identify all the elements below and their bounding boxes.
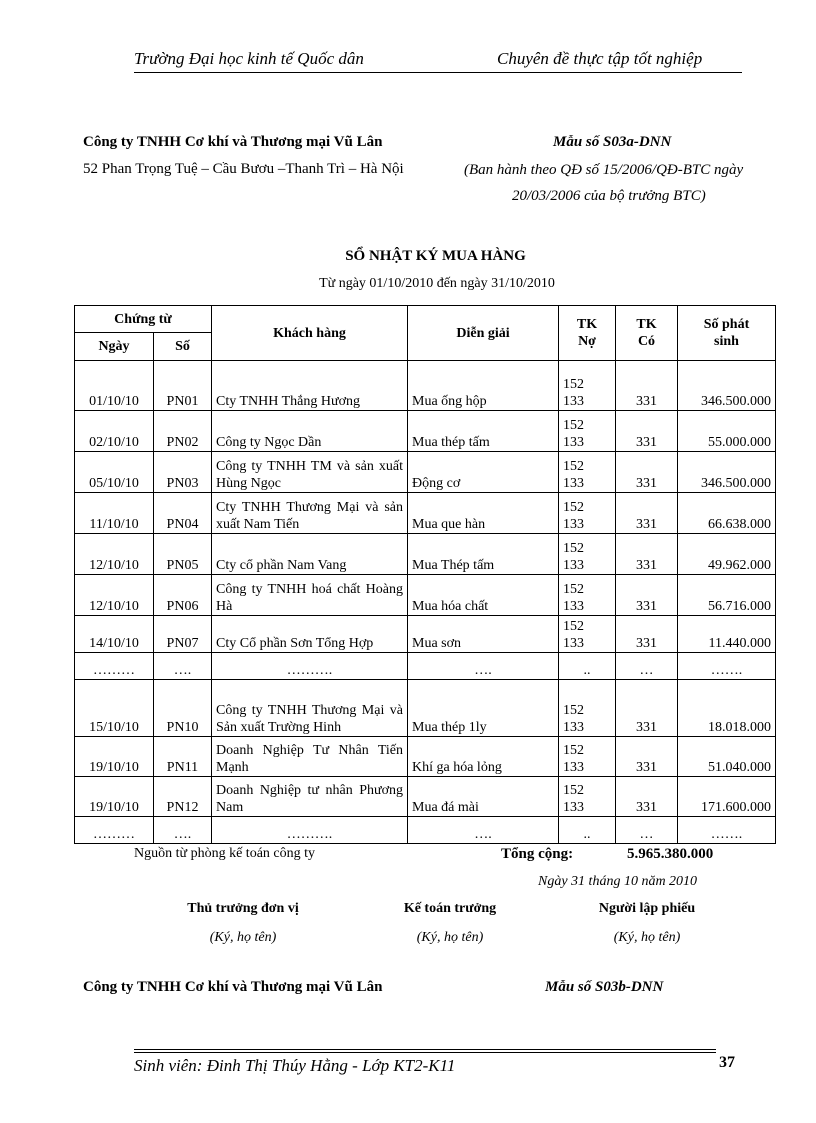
table-row	[75, 411, 776, 452]
footer-rule-top	[134, 1049, 716, 1050]
cell-dien-giai: Mua ống hộp	[408, 361, 559, 411]
company-address: 52 Phan Trọng Tuệ – Cầu Bươu –Thanh Trì – Hà Nội	[83, 161, 404, 177]
cell-so: PN05	[154, 534, 212, 575]
cell-ngay: 19/10/10	[75, 737, 154, 777]
form-code: Mẫu số S03a-DNN	[553, 134, 672, 150]
cell-dien-giai: Mua Thép tấm	[408, 534, 559, 575]
cell-dien-giai: Mua que hàn	[408, 493, 559, 534]
header-khach-hang: Khách hàng	[212, 306, 408, 361]
cell-ngay: 12/10/10	[75, 575, 154, 616]
table-row-ellipsis	[75, 653, 776, 680]
cell-amount: 49.962.000	[678, 534, 776, 575]
header-school: Trường Đại học kinh tế Quốc dân	[134, 49, 364, 68]
cell-so: PN02	[154, 411, 212, 452]
cell-tk-no: 152 133	[559, 493, 616, 534]
cell-amount: 66.638.000	[678, 493, 776, 534]
page-title: SỔ NHẬT KÝ MUA HÀNG	[345, 248, 526, 264]
cell-khach-hang: Cty cổ phần Nam Vang	[212, 534, 408, 575]
cell-amount: …….	[678, 817, 776, 844]
header-tk-no: TK Nợ	[559, 306, 616, 361]
cell-dien-giai: ….	[408, 817, 559, 844]
cell-khach-hang: Công ty TNHH hoá chất Hoàng Hà	[212, 575, 408, 616]
form-code-2: Mẫu số S03b-DNN	[545, 979, 664, 995]
cell-so: PN03	[154, 452, 212, 493]
cell-tk-co: 331	[616, 493, 678, 534]
cell-dien-giai: Mua hóa chất	[408, 575, 559, 616]
table-row	[75, 680, 776, 737]
cell-khach-hang: Công ty Ngọc Dần	[212, 411, 408, 452]
sign-preparer-title: Người lập phiếu	[598, 901, 696, 916]
cell-ngay: ………	[75, 817, 154, 844]
cell-ngay: 14/10/10	[75, 616, 154, 653]
header-so: Số	[154, 333, 212, 361]
cell-amount: …….	[678, 653, 776, 680]
table-row	[75, 616, 776, 653]
sign-preparer-note: (Ký, họ tên)	[613, 930, 681, 945]
cell-tk-co: 331	[616, 452, 678, 493]
sign-director-note: (Ký, họ tên)	[209, 930, 277, 945]
page-number: 37	[719, 1054, 735, 1071]
cell-amount: 11.440.000	[678, 616, 776, 653]
cell-tk-no: ..	[559, 817, 616, 844]
company-name-2: Công ty TNHH Cơ khí và Thương mại Vũ Lân	[83, 979, 383, 995]
cell-tk-no: 152 133	[559, 411, 616, 452]
cell-so: PN07	[154, 616, 212, 653]
header-ngay: Ngày	[75, 333, 154, 361]
header-so-phat-sinh: Số phát sinh	[678, 306, 776, 361]
cell-tk-no: 152 133	[559, 575, 616, 616]
cell-khach-hang: ……….	[212, 653, 408, 680]
cell-so: PN06	[154, 575, 212, 616]
cell-amount: 55.000.000	[678, 411, 776, 452]
cell-amount: 56.716.000	[678, 575, 776, 616]
cell-ngay: 05/10/10	[75, 452, 154, 493]
cell-tk-co: …	[616, 653, 678, 680]
header-chung-tu: Chứng từ	[75, 306, 212, 333]
cell-amount: 346.500.000	[678, 452, 776, 493]
cell-tk-co: 331	[616, 411, 678, 452]
header-report-type: Chuyên đề thực tập tốt nghiệp	[497, 49, 703, 68]
cell-khach-hang: Cty TNHH Thắng Hương	[212, 361, 408, 411]
cell-so: PN10	[154, 680, 212, 737]
cell-tk-no: 152 133	[559, 616, 616, 653]
cell-tk-no: 152 133	[559, 534, 616, 575]
table-row	[75, 493, 776, 534]
cell-ngay: 01/10/10	[75, 361, 154, 411]
cell-tk-co: 331	[616, 680, 678, 737]
cell-so: PN12	[154, 777, 212, 817]
table-row	[75, 777, 776, 817]
source-note: Nguồn từ phòng kế toán công ty	[134, 846, 316, 861]
form-note-line2: 20/03/2006 của bộ trưởng BTC)	[512, 188, 706, 204]
sign-chief-accountant-title: Kế toán trưởng	[403, 901, 497, 916]
cell-amount: 18.018.000	[678, 680, 776, 737]
cell-khach-hang: ……….	[212, 817, 408, 844]
cell-khach-hang: Cty TNHH Thương Mại và sản xuất Nam Tiến	[212, 493, 408, 534]
form-note-line1: (Ban hành theo QĐ số 15/2006/QĐ-BTC ngày	[464, 162, 744, 178]
footer-rule-bottom	[134, 1052, 716, 1053]
sign-director-title: Thủ trưởng đơn vị	[187, 901, 299, 916]
cell-khach-hang: Cty Cổ phần Sơn Tổng Hợp	[212, 616, 408, 653]
cell-khach-hang: Công ty TNHH Thương Mại và Sản xuất Trường Hinh	[212, 680, 408, 737]
company-name: Công ty TNHH Cơ khí và Thương mại Vũ Lân	[83, 134, 383, 150]
report-date: Ngày 31 tháng 10 năm 2010	[538, 874, 698, 889]
purchase-journal-table	[74, 305, 776, 844]
cell-dien-giai: Mua đá mài	[408, 777, 559, 817]
cell-tk-no: 152 133	[559, 777, 616, 817]
table-row	[75, 452, 776, 493]
cell-ngay: ………	[75, 653, 154, 680]
cell-amount: 51.040.000	[678, 737, 776, 777]
cell-amount: 346.500.000	[678, 361, 776, 411]
cell-amount: 171.600.000	[678, 777, 776, 817]
header-rule	[134, 72, 742, 73]
cell-khach-hang: Doanh Nghiệp Tư Nhân Tiến Mạnh	[212, 737, 408, 777]
cell-ngay: 15/10/10	[75, 680, 154, 737]
cell-dien-giai: Mua thép tấm	[408, 411, 559, 452]
cell-ngay: 19/10/10	[75, 777, 154, 817]
student-info: Sinh viên: Đinh Thị Thúy Hằng - Lớp KT2-K11	[134, 1056, 456, 1075]
cell-khach-hang: Công ty TNHH TM và sản xuất Hùng Ngọc	[212, 452, 408, 493]
table-row-ellipsis	[75, 817, 776, 844]
header-dien-giai: Diễn giải	[408, 306, 559, 361]
cell-tk-co: …	[616, 817, 678, 844]
cell-tk-no: 152 133	[559, 737, 616, 777]
cell-so: ….	[154, 817, 212, 844]
header-tk-co: TK Có	[616, 306, 678, 361]
table-row	[75, 534, 776, 575]
total-value: 5.965.380.000	[627, 846, 714, 862]
total-label: Tổng cộng:	[501, 846, 574, 862]
cell-so: ….	[154, 653, 212, 680]
cell-tk-co: 331	[616, 361, 678, 411]
sign-chief-accountant-note: (Ký, họ tên)	[416, 930, 484, 945]
period: Từ ngày 01/10/2010 đến ngày 31/10/2010	[319, 276, 555, 291]
cell-ngay: 02/10/10	[75, 411, 154, 452]
cell-tk-co: 331	[616, 616, 678, 653]
cell-dien-giai: Động cơ	[408, 452, 559, 493]
cell-dien-giai: Mua sơn	[408, 616, 559, 653]
cell-tk-co: 331	[616, 575, 678, 616]
cell-tk-no: 152 133	[559, 680, 616, 737]
cell-dien-giai: Mua thép 1ly	[408, 680, 559, 737]
cell-tk-no: 152 133	[559, 452, 616, 493]
cell-ngay: 12/10/10	[75, 534, 154, 575]
cell-so: PN01	[154, 361, 212, 411]
cell-tk-no: 152 133	[559, 361, 616, 411]
table-row	[75, 361, 776, 411]
cell-ngay: 11/10/10	[75, 493, 154, 534]
table-row	[75, 737, 776, 777]
cell-tk-co: 331	[616, 777, 678, 817]
cell-khach-hang: Doanh Nghiệp tư nhân Phương Nam	[212, 777, 408, 817]
table-row	[75, 575, 776, 616]
cell-tk-co: 331	[616, 737, 678, 777]
cell-so: PN04	[154, 493, 212, 534]
cell-so: PN11	[154, 737, 212, 777]
cell-dien-giai: Khí ga hóa lỏng	[408, 737, 559, 777]
cell-tk-no: ..	[559, 653, 616, 680]
cell-tk-co: 331	[616, 534, 678, 575]
cell-dien-giai: ….	[408, 653, 559, 680]
